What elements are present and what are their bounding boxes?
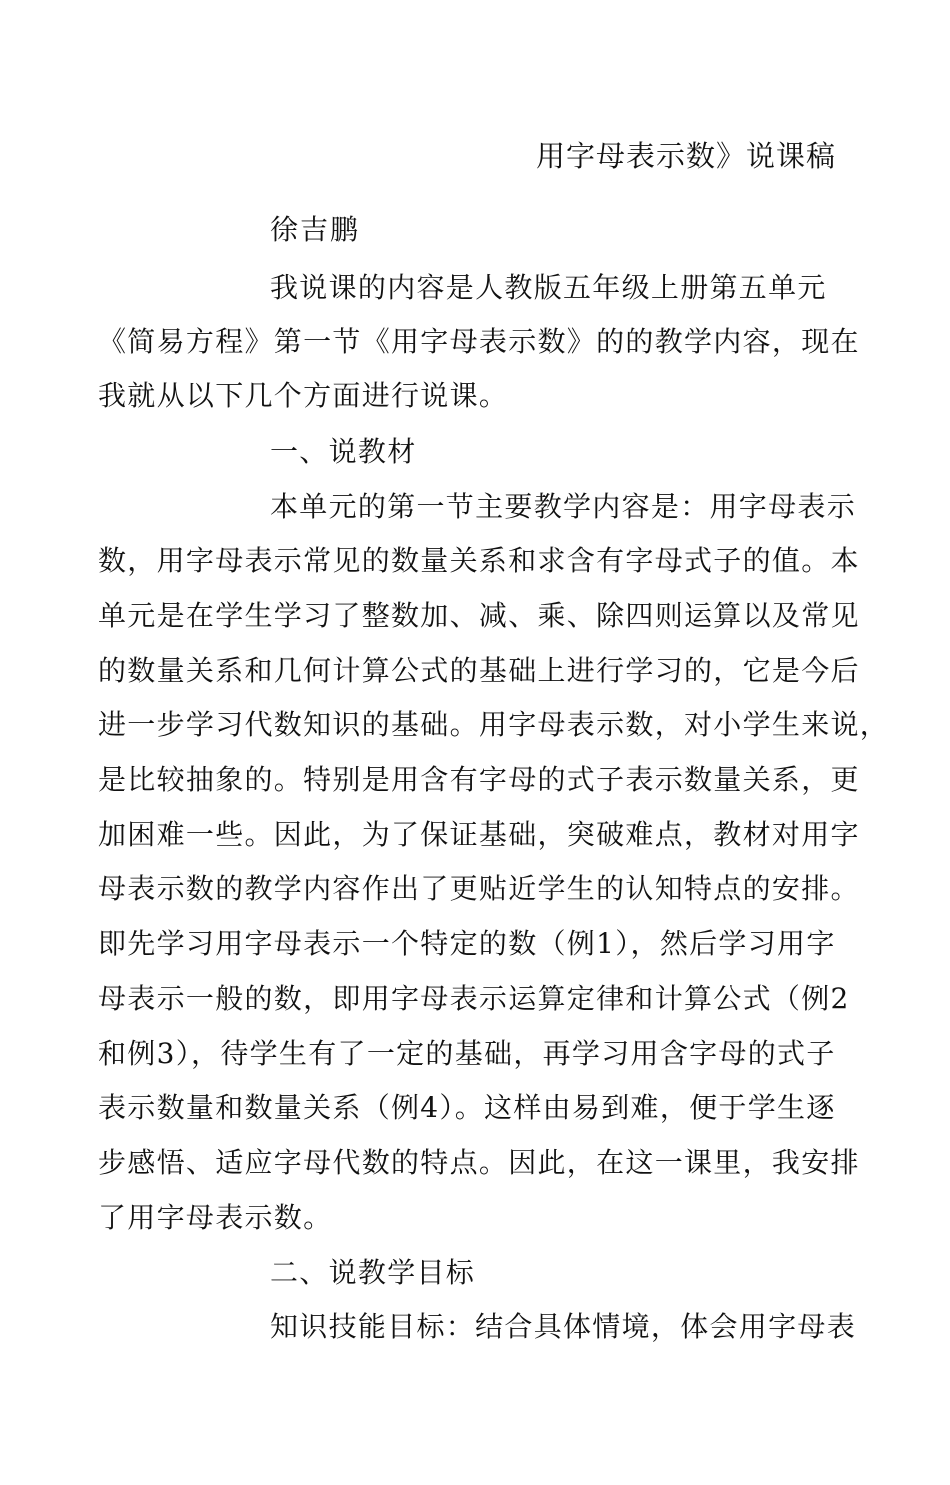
paragraph-line: 和例3），待学生有了一定的基础，再学习用含字母的式子 bbox=[98, 1037, 836, 1070]
paragraph-line: 单元是在学生学习了整数加、减、乘、除四则运算以及常见 bbox=[98, 599, 860, 632]
paragraph-line: 表示数量和数量关系（例4）。这样由易到难，便于学生逐 bbox=[98, 1091, 836, 1124]
paragraph-line: 的数量关系和几何计算公式的基础上进行学习的，它是今后 bbox=[98, 654, 860, 687]
section-heading: 一、说教材 bbox=[270, 435, 417, 468]
author-name: 徐吉鹏 bbox=[270, 213, 361, 246]
paragraph-line: 数，用字母表示常见的数量关系和求含有字母式子的值。本 bbox=[98, 544, 860, 577]
paragraph-line: 加困难一些。因此，为了保证基础，突破难点，教材对用字 bbox=[98, 818, 860, 851]
document-title: 用字母表示数》说课稿 bbox=[535, 139, 836, 173]
paragraph-line: 即先学习用字母表示一个特定的数（例1），然后学习用字 bbox=[98, 927, 836, 960]
paragraph-line: 知识技能目标：结合具体情境，体会用字母表 bbox=[270, 1310, 857, 1343]
paragraph-line: 我说课的内容是人教版五年级上册第五单元 bbox=[270, 271, 827, 304]
paragraph-line: 我就从以下几个方面进行说课。 bbox=[98, 379, 509, 412]
paragraph-line: 本单元的第一节主要教学内容是：用字母表示 bbox=[270, 490, 857, 523]
paragraph-line: 母表示数的教学内容作出了更贴近学生的认知特点的安排。 bbox=[98, 872, 860, 905]
paragraph-line: 是比较抽象的。特别是用含有字母的式子表示数量关系，更 bbox=[98, 763, 860, 796]
paragraph-line: 母表示一般的数，即用字母表示运算定律和计算公式（例2 bbox=[98, 982, 850, 1015]
section-heading: 二、说教学目标 bbox=[270, 1256, 476, 1289]
paragraph-line: 《简易方程》第一节《用字母表示数》的的教学内容，现在 bbox=[98, 325, 860, 358]
paragraph-line: 进一步学习代数知识的基础。用字母表示数，对小学生来说， bbox=[98, 708, 890, 741]
paragraph-line: 了用字母表示数。 bbox=[98, 1201, 333, 1234]
paragraph-line: 步感悟、适应字母代数的特点。因此，在这一课里，我安排 bbox=[98, 1146, 860, 1179]
